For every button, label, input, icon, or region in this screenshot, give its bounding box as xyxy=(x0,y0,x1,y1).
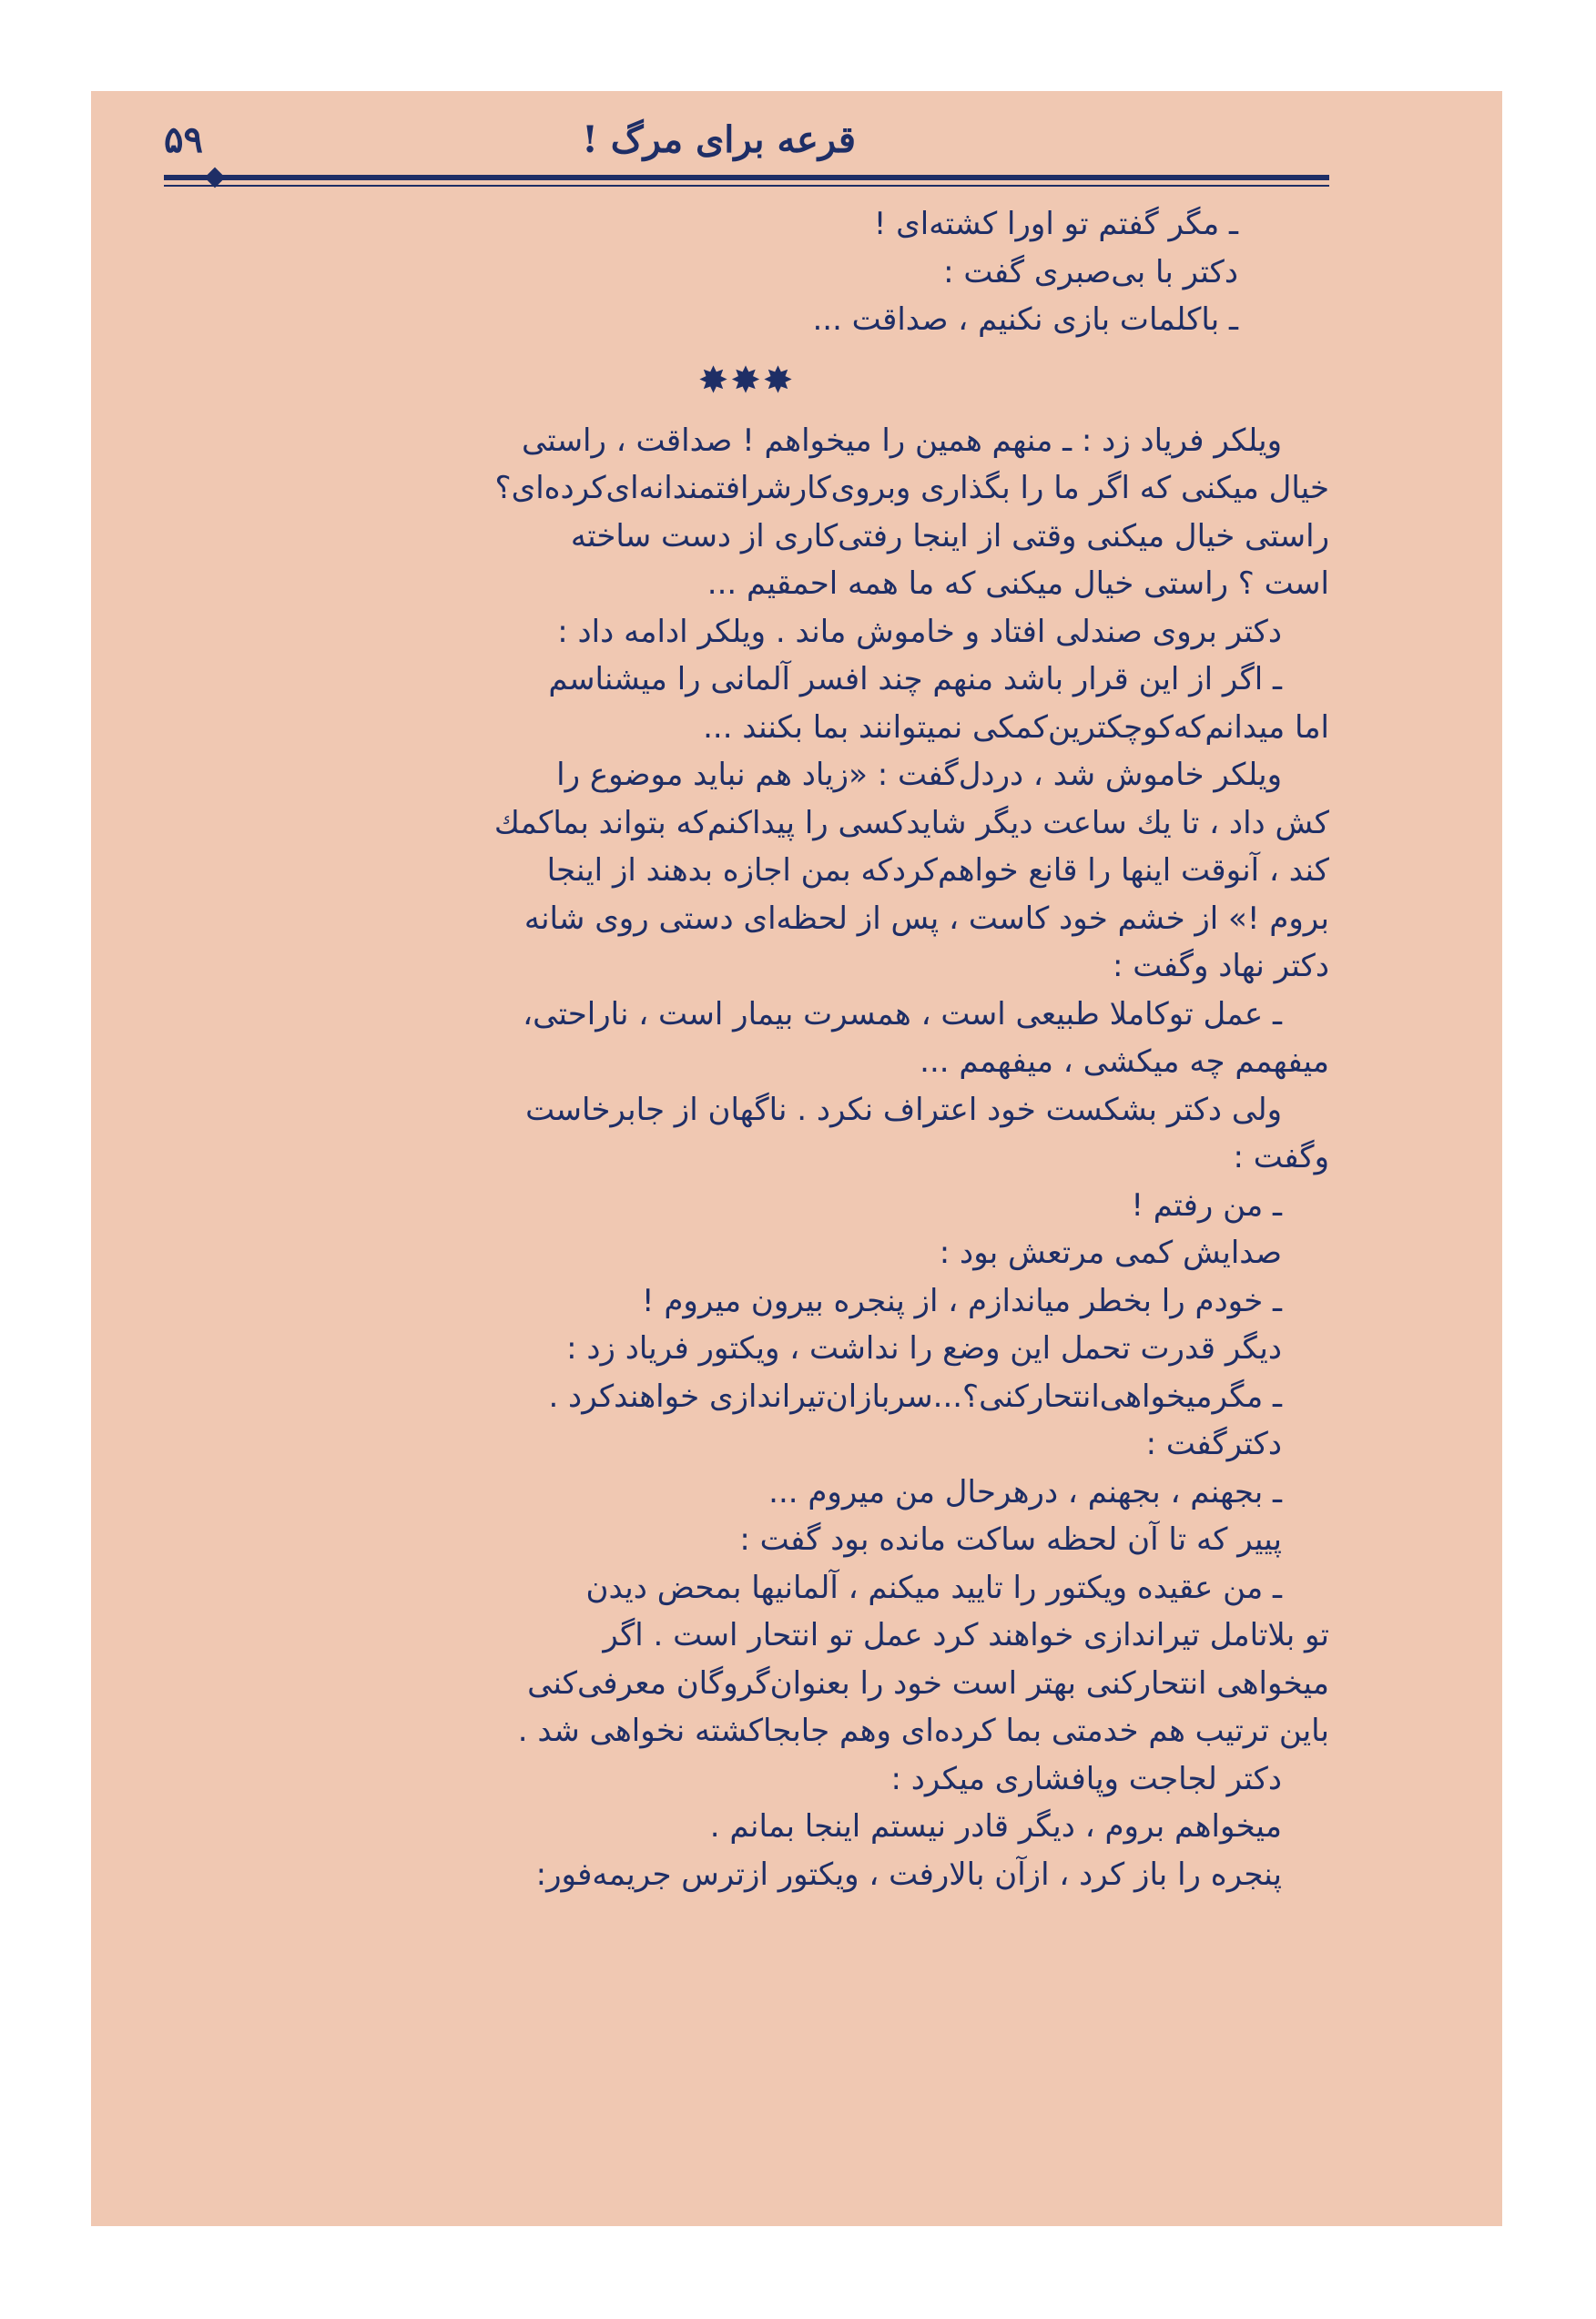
text-line: راستی خیال میکنی وقتی از اینجا رفتی‌کاری از دست ساخته xyxy=(570,517,1329,554)
text-line: بروم !» از خشم خود کاست ، پس از لحظه‌ای دستی روی شانه xyxy=(524,900,1329,937)
text-line: ـ باکلمات بازی نکنیم ، صداقت ... xyxy=(812,301,1238,338)
header-rule-thin xyxy=(164,185,1329,187)
text-line: ویلکر خاموش شد ، دردل‌گفت : «زیاد هم نباید موضوع را xyxy=(556,757,1282,793)
text-line: وگفت : xyxy=(1233,1139,1329,1175)
body-text xyxy=(164,200,1329,1898)
text-line: میفهمم چه میکشی ، میفهمم ... xyxy=(920,1043,1329,1080)
text-line: دیگر قدرت تحمل این وضع را نداشت ، ویکتور فریاد زد : xyxy=(566,1330,1282,1367)
text-line: ـ من رفتم ! xyxy=(1131,1186,1282,1224)
text-line: ـ من عقیده ویکتور را تایید میکنم ، آلمانیها بمحض دیدن xyxy=(585,1569,1282,1606)
text-line: صدایش کمی مرتعش بود : xyxy=(939,1235,1282,1271)
text-line: پییر که تا آن لحظه ساکت مانده بود گفت : xyxy=(739,1521,1282,1558)
text-line: دکتر نهاد وگفت : xyxy=(1112,948,1329,984)
text-line: دکتر لجاجت وپافشاری میکرد : xyxy=(890,1760,1282,1797)
text-line: ـ مگرمیخواهی‌انتحارکنی؟...سربازان‌تیراندازی خواهندکرد . xyxy=(548,1378,1282,1415)
header-rule-thick xyxy=(164,175,1329,180)
text-line: اما میدانم‌که‌کوچکترین‌کمکی نمیتوانند بما بکنند ... xyxy=(703,708,1329,746)
text-line: میخواهم بروم ، دیگر قادر نیستم اینجا بمانم . xyxy=(709,1808,1282,1845)
text-line: ـ خودم را بخطر میاندازم ، از پنجره بیرون میروم ! xyxy=(641,1282,1282,1319)
text-line: ـ مگر گفتم تو اورا کشته‌ای ! xyxy=(873,206,1238,242)
page-number: ۵۹ xyxy=(164,118,203,161)
section-break-stars: ✸✸✸ xyxy=(697,359,796,402)
text-line: میخواهی انتحارکنی بهتر است خود را بعنوان‌گروگان معرفی‌کنی xyxy=(527,1664,1329,1702)
text-line: باین ترتیب هم خدمتی بما کرده‌ای وهم جابجاکشته نخواهی شد . xyxy=(517,1713,1329,1749)
text-line: تو بلاتامل تیراندازی خواهند کرد عمل تو انتحار است . اگر xyxy=(603,1617,1329,1653)
text-line: دکترگفت : xyxy=(1145,1426,1282,1462)
text-line: ـ بجهنم ، بجهنم ، درهرحال من میروم ... xyxy=(768,1473,1282,1510)
text-line: دکتر بروی صندلی افتاد و خاموش ماند . ویلکر ادامه داد : xyxy=(557,613,1282,650)
text-line: خیال میکنی که اگر ما را بگذاری وبروی‌کارشرافتمندانه‌ای‌کرده‌ای؟ xyxy=(494,470,1329,506)
text-line: ویلکر فریاد زد : ـ منهم همین را میخواهم ! صداقت ، راستی xyxy=(521,422,1282,459)
text-line: دکتر با بی‌صبری گفت : xyxy=(943,253,1238,290)
text-line: کش داد ، تا یك ساعت دیگر شایدکسی را پیداکنم‌که بتواند بماکمك xyxy=(493,804,1329,841)
page-header xyxy=(164,109,1329,173)
text-line: پنجره را باز کرد ، ازآن بالارفت ، ویکتور ازترس جریمه‌فور: xyxy=(535,1856,1282,1893)
text-line: است ؟ راستی خیال میکنی که ما همه احمقیم ... xyxy=(707,565,1329,602)
text-line: ولی دکتر بشکست خود اعتراف نکرد . ناگهان از جابرخاست xyxy=(525,1091,1282,1128)
running-title: قرعه برای مرگ ! xyxy=(582,118,856,161)
text-line: کند ، آنوقت اینها را قانع خواهم‌کردکه بمن اجازه بدهند از اینجا xyxy=(546,852,1329,889)
text-line: ـ عمل توکاملا طبیعی است ، همسرت بیمار است ، ناراحتی، xyxy=(523,995,1282,1032)
text-line: ـ اگر از این قرار باشد منهم چند افسر آلمانی را میشناسم xyxy=(548,661,1282,697)
